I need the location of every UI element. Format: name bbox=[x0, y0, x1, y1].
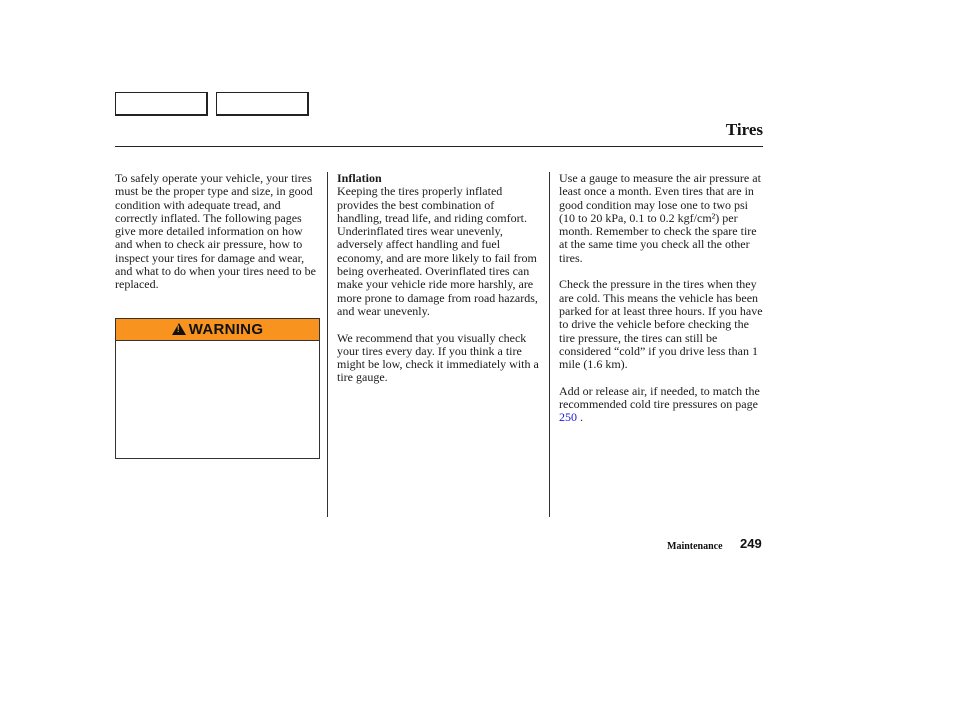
page-250-link[interactable]: 250 bbox=[559, 410, 577, 425]
adjust-air-paragraph bbox=[559, 385, 764, 425]
cold-tires-paragraph: Check the pressure in the tires when they are cold. This means the vehicle has been parked for at least three hours. If you have to drive the vehicle before checking the tire pressure, the tires can still be considered “cold” if you drive less than 1 mile (1.6 km). bbox=[559, 277, 763, 372]
warning-band bbox=[116, 319, 319, 341]
column-3 bbox=[559, 172, 764, 438]
inflation-paragraph: Keeping the tires properly inflated provides the best combination of handling, tread life, and riding comfort. Underinflated tires wear unevenly, adversely affect handling and fuel economy, and are more likely to fail from being overheated. Overinflated tires can make your vehicle ride more harshly, are more prone to damage from road hazards, and wear unevenly. bbox=[337, 184, 538, 318]
nav-button-previous[interactable] bbox=[115, 92, 208, 116]
warning-box bbox=[115, 318, 320, 459]
warning-label: WARNING bbox=[188, 321, 264, 338]
nav-button-next[interactable] bbox=[216, 92, 309, 116]
footer-section-label: Maintenance bbox=[667, 541, 723, 552]
footer-page-number: 249 bbox=[740, 536, 762, 551]
adjust-air-text-end: . bbox=[577, 410, 583, 425]
page-title: Tires bbox=[725, 120, 763, 139]
gauge-paragraph: Use a gauge to measure the air pressure at least once a month. Even tires that are in good condition may lose one to two psi (10 to 20 kPa, 0.1 to 0.2 kgf/cm²) per month. Remember to check the spare tire at the same time you check all the other tires. bbox=[559, 171, 761, 265]
column-divider-2 bbox=[549, 172, 550, 517]
column-1 bbox=[115, 172, 321, 305]
adjust-air-text: Add or release air, if needed, to match the recommended cold tire pressures on page bbox=[559, 383, 760, 412]
inflation-heading: Inflation bbox=[337, 171, 382, 185]
inflation-section bbox=[337, 172, 541, 318]
column-divider-1 bbox=[327, 172, 328, 517]
warning-triangle-icon bbox=[172, 323, 186, 335]
intro-paragraph: To safely operate your vehicle, your tires must be the proper type and size, in good condition with adequate tread, and correctly inflated. The following pages give more detailed information on how and when to check air pressure, how to inspect your tires for damage and wear, and what to do when your tires need to be replaced. bbox=[115, 171, 316, 292]
column-2 bbox=[337, 172, 541, 398]
title-divider bbox=[115, 146, 763, 147]
visual-check-paragraph: We recommend that you visually check your tires every day. If you think a tire might be low, check it immediately with a tire gauge. bbox=[337, 330, 539, 385]
